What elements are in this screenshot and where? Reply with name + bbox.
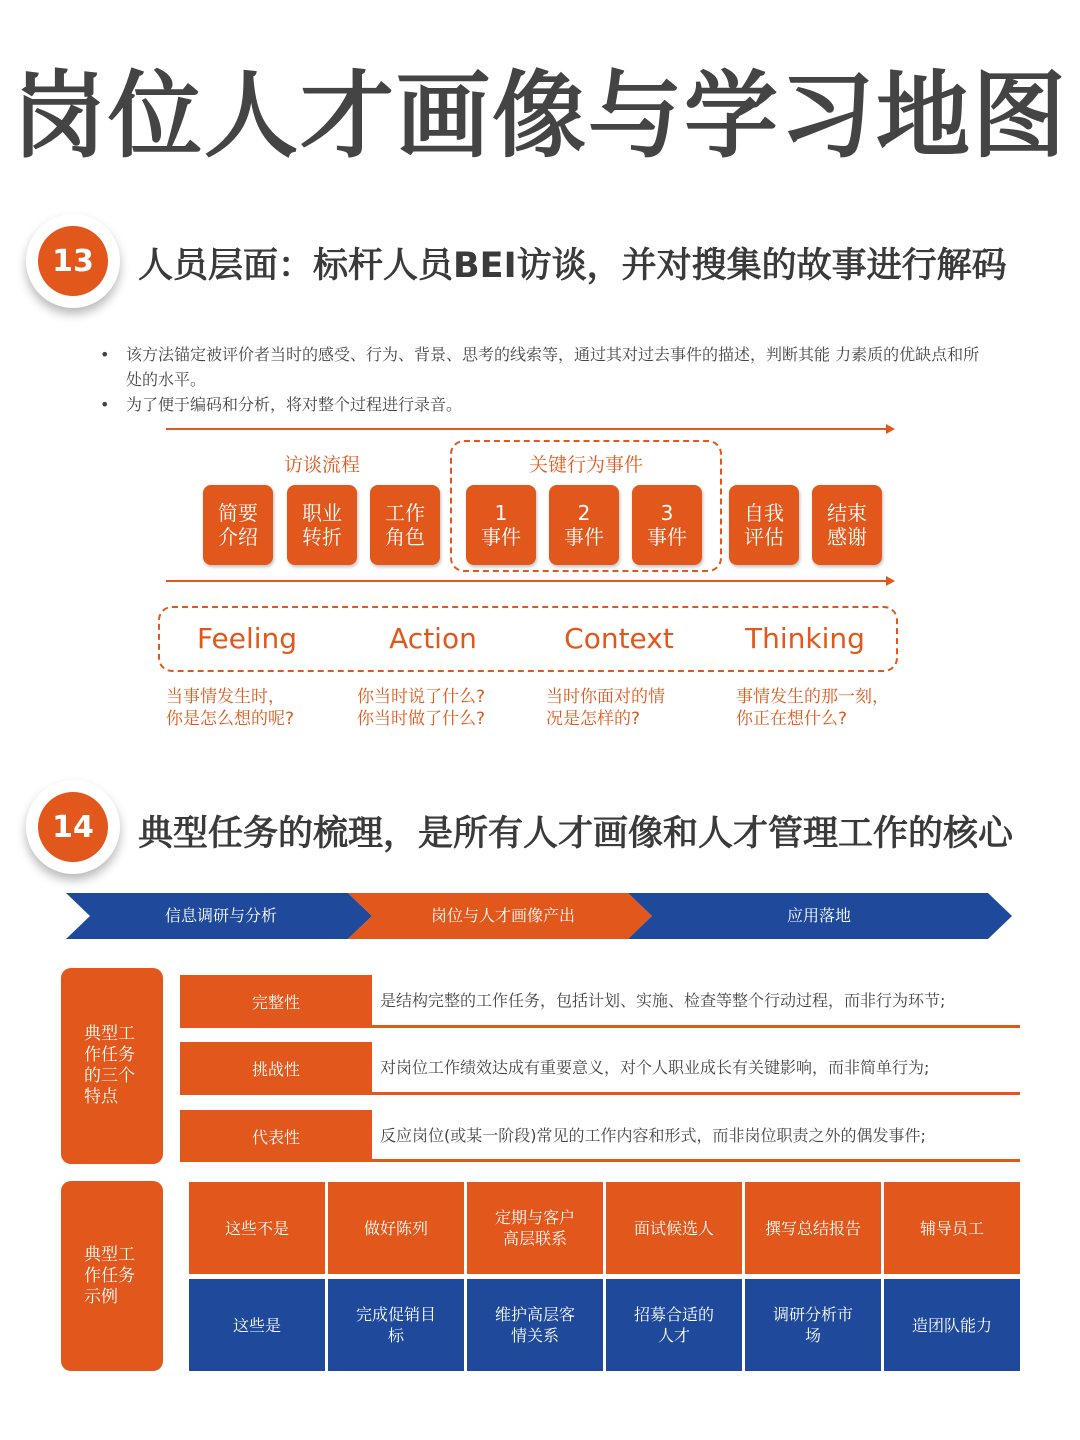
section-13-heading: 人员层面：标杆人员BEI访谈，并对搜集的故事进行解码 <box>138 246 1007 286</box>
question-context: 当时你面对的情 况是怎样的? <box>546 687 665 729</box>
traits-side-label: 典型工 作任务 的三个 特点 <box>61 968 163 1164</box>
example-not-cell: 做好陈列 <box>328 1182 464 1274</box>
top-arrow-line <box>166 428 886 430</box>
phase-label-research: 信息调研与分析 <box>164 906 277 925</box>
step-intro: 简要 介绍 <box>203 485 273 565</box>
question-feeling: 当事情发生时， 你是怎么想的呢? <box>166 687 295 729</box>
question-thinking: 事情发生的那一刻， 你正在想什么? <box>736 687 889 729</box>
example-yes-header: 这些是 <box>189 1279 325 1371</box>
step-career-turn: 职业 转折 <box>287 485 357 565</box>
bottom-arrow-line <box>166 580 886 582</box>
factor-feeling: Feeling <box>196 622 298 655</box>
trait-desc-completeness: 是结构完整的工作任务，包括计划、实施、检查等整个行动过程，而非行为环节; <box>380 991 946 1010</box>
trait-desc-challenge: 对岗位工作绩效达成有重要意义，对个人职业成长有关键影响，而非简单行为; <box>380 1058 930 1077</box>
example-yes-cell: 调研分析市 场 <box>745 1279 881 1371</box>
trait-label-completeness: 完整性 <box>180 975 372 1027</box>
phase-label-apply: 应用落地 <box>786 906 851 925</box>
step-work-role: 工作 角色 <box>370 485 440 565</box>
step-event-1: 1 事件 <box>466 485 536 565</box>
example-yes-cell: 造团队能力 <box>884 1279 1020 1371</box>
factor-thinking: Thinking <box>745 622 865 655</box>
section-14-badge <box>26 780 120 874</box>
trait-desc-representative: 反应岗位(或某一阶段)常见的工作内容和形式，而非岗位职责之外的偶发事件; <box>380 1126 926 1145</box>
section-14-number: 14 <box>38 792 108 862</box>
bullet-item: • 为了便于编码和分析，将对整个过程进行录音。 <box>100 392 990 417</box>
example-not-header: 这些不是 <box>189 1182 325 1274</box>
example-not-cell: 辅导员工 <box>884 1182 1020 1274</box>
trait-label-challenge: 挑战性 <box>180 1042 372 1094</box>
bullet-list <box>100 342 990 417</box>
section-13-number: 13 <box>38 226 108 296</box>
section-13-badge <box>26 214 120 308</box>
step-event-2: 2 事件 <box>549 485 619 565</box>
trait-underline <box>180 1092 1020 1095</box>
section-14-heading: 典型任务的梳理，是所有人才画像和人才管理工作的核心 <box>138 814 1014 854</box>
step-self-eval: 自我 评估 <box>729 485 799 565</box>
example-not-cell: 定期与客户 高层联系 <box>467 1182 603 1274</box>
trait-underline <box>180 1159 1020 1162</box>
page-title: 岗位人才画像与学习地图 <box>11 62 1068 171</box>
phase-label-portrait: 岗位与人才画像产出 <box>430 906 575 925</box>
example-not-cell: 面试候选人 <box>606 1182 742 1274</box>
bottom-arrow-head <box>886 576 895 586</box>
interview-flow-label: 访谈流程 <box>283 454 360 476</box>
example-not-cell: 撰写总结报告 <box>745 1182 881 1274</box>
trait-label-representative: 代表性 <box>180 1110 372 1162</box>
question-action: 你当时说了什么? 你当时做了什么? <box>357 687 486 729</box>
examples-side-label: 典型工 作任务 示例 <box>61 1181 163 1371</box>
factor-action: Action <box>389 622 477 655</box>
example-yes-cell: 维护高层客 情关系 <box>467 1279 603 1371</box>
top-arrow-head <box>886 424 895 434</box>
factor-context: Context <box>564 622 674 655</box>
key-events-label: 关键行为事件 <box>528 454 643 476</box>
step-closing: 结束 感谢 <box>812 485 882 565</box>
example-yes-cell: 招募合适的 人才 <box>606 1279 742 1371</box>
bullet-item: • 该方法锚定被评价者当时的感受、行为、背景、思考的线索等，通过其对过去事件的描述，判断其能 力素质的优缺点和所处的水平。 <box>100 342 990 392</box>
trait-underline <box>180 1025 1020 1028</box>
step-event-3: 3 事件 <box>632 485 702 565</box>
example-yes-cell: 完成促销目 标 <box>328 1279 464 1371</box>
